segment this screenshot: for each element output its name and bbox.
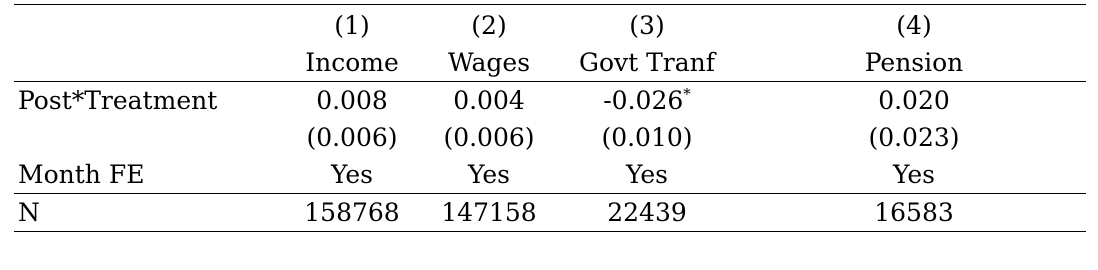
std-error-cell: (0.023) bbox=[868, 123, 960, 152]
std-error-row bbox=[14, 119, 1086, 156]
column-number: (4) bbox=[896, 11, 932, 40]
column-name: Pension bbox=[864, 48, 964, 77]
regression-table-body bbox=[14, 82, 1086, 193]
header-stub bbox=[14, 5, 278, 44]
observations-cell: 16583 bbox=[874, 198, 954, 227]
column-name: Income bbox=[305, 48, 399, 77]
column-name: Wages bbox=[447, 48, 531, 77]
regression-table-grid bbox=[14, 5, 1086, 81]
coefficient-value: 0.008 bbox=[316, 86, 388, 115]
coefficient-row bbox=[14, 82, 1086, 119]
std-error-cell: (0.006) bbox=[443, 123, 535, 152]
coefficient-cell bbox=[742, 82, 1086, 119]
coefficient-value: -0.026 bbox=[603, 86, 684, 115]
row-label: Post*Treatment bbox=[18, 86, 218, 115]
regression-table-footer bbox=[14, 194, 1086, 231]
fe-cell: Yes bbox=[468, 160, 510, 189]
observations-cell: 147158 bbox=[441, 198, 537, 227]
coefficient-cell bbox=[426, 82, 552, 119]
column-number: (1) bbox=[334, 11, 370, 40]
header-stub bbox=[14, 44, 278, 81]
row-label-empty bbox=[14, 119, 278, 156]
significance-star: * bbox=[683, 85, 691, 103]
coefficient-cell bbox=[552, 82, 742, 119]
coefficient-cell bbox=[278, 82, 426, 119]
column-number: (2) bbox=[471, 11, 507, 40]
observations-cell: 158768 bbox=[304, 198, 400, 227]
std-error-cell: (0.010) bbox=[601, 123, 693, 152]
row-label: N bbox=[18, 198, 40, 227]
column-name: Govt Tranf bbox=[578, 48, 716, 77]
bottom-rule bbox=[14, 231, 1086, 232]
observations-cell: 22439 bbox=[607, 198, 687, 227]
std-error-cell: (0.006) bbox=[306, 123, 398, 152]
coefficient-value: 0.004 bbox=[453, 86, 525, 115]
fe-cell: Yes bbox=[893, 160, 935, 189]
column-number-row bbox=[14, 5, 1086, 44]
fe-cell: Yes bbox=[331, 160, 373, 189]
observations-row bbox=[14, 194, 1086, 231]
fe-cell: Yes bbox=[626, 160, 668, 189]
row-label: Month FE bbox=[18, 160, 145, 189]
month-fe-row bbox=[14, 156, 1086, 193]
coefficient-value: 0.020 bbox=[878, 86, 950, 115]
column-number: (3) bbox=[629, 11, 665, 40]
regression-table bbox=[14, 4, 1086, 232]
column-name-row bbox=[14, 44, 1086, 81]
